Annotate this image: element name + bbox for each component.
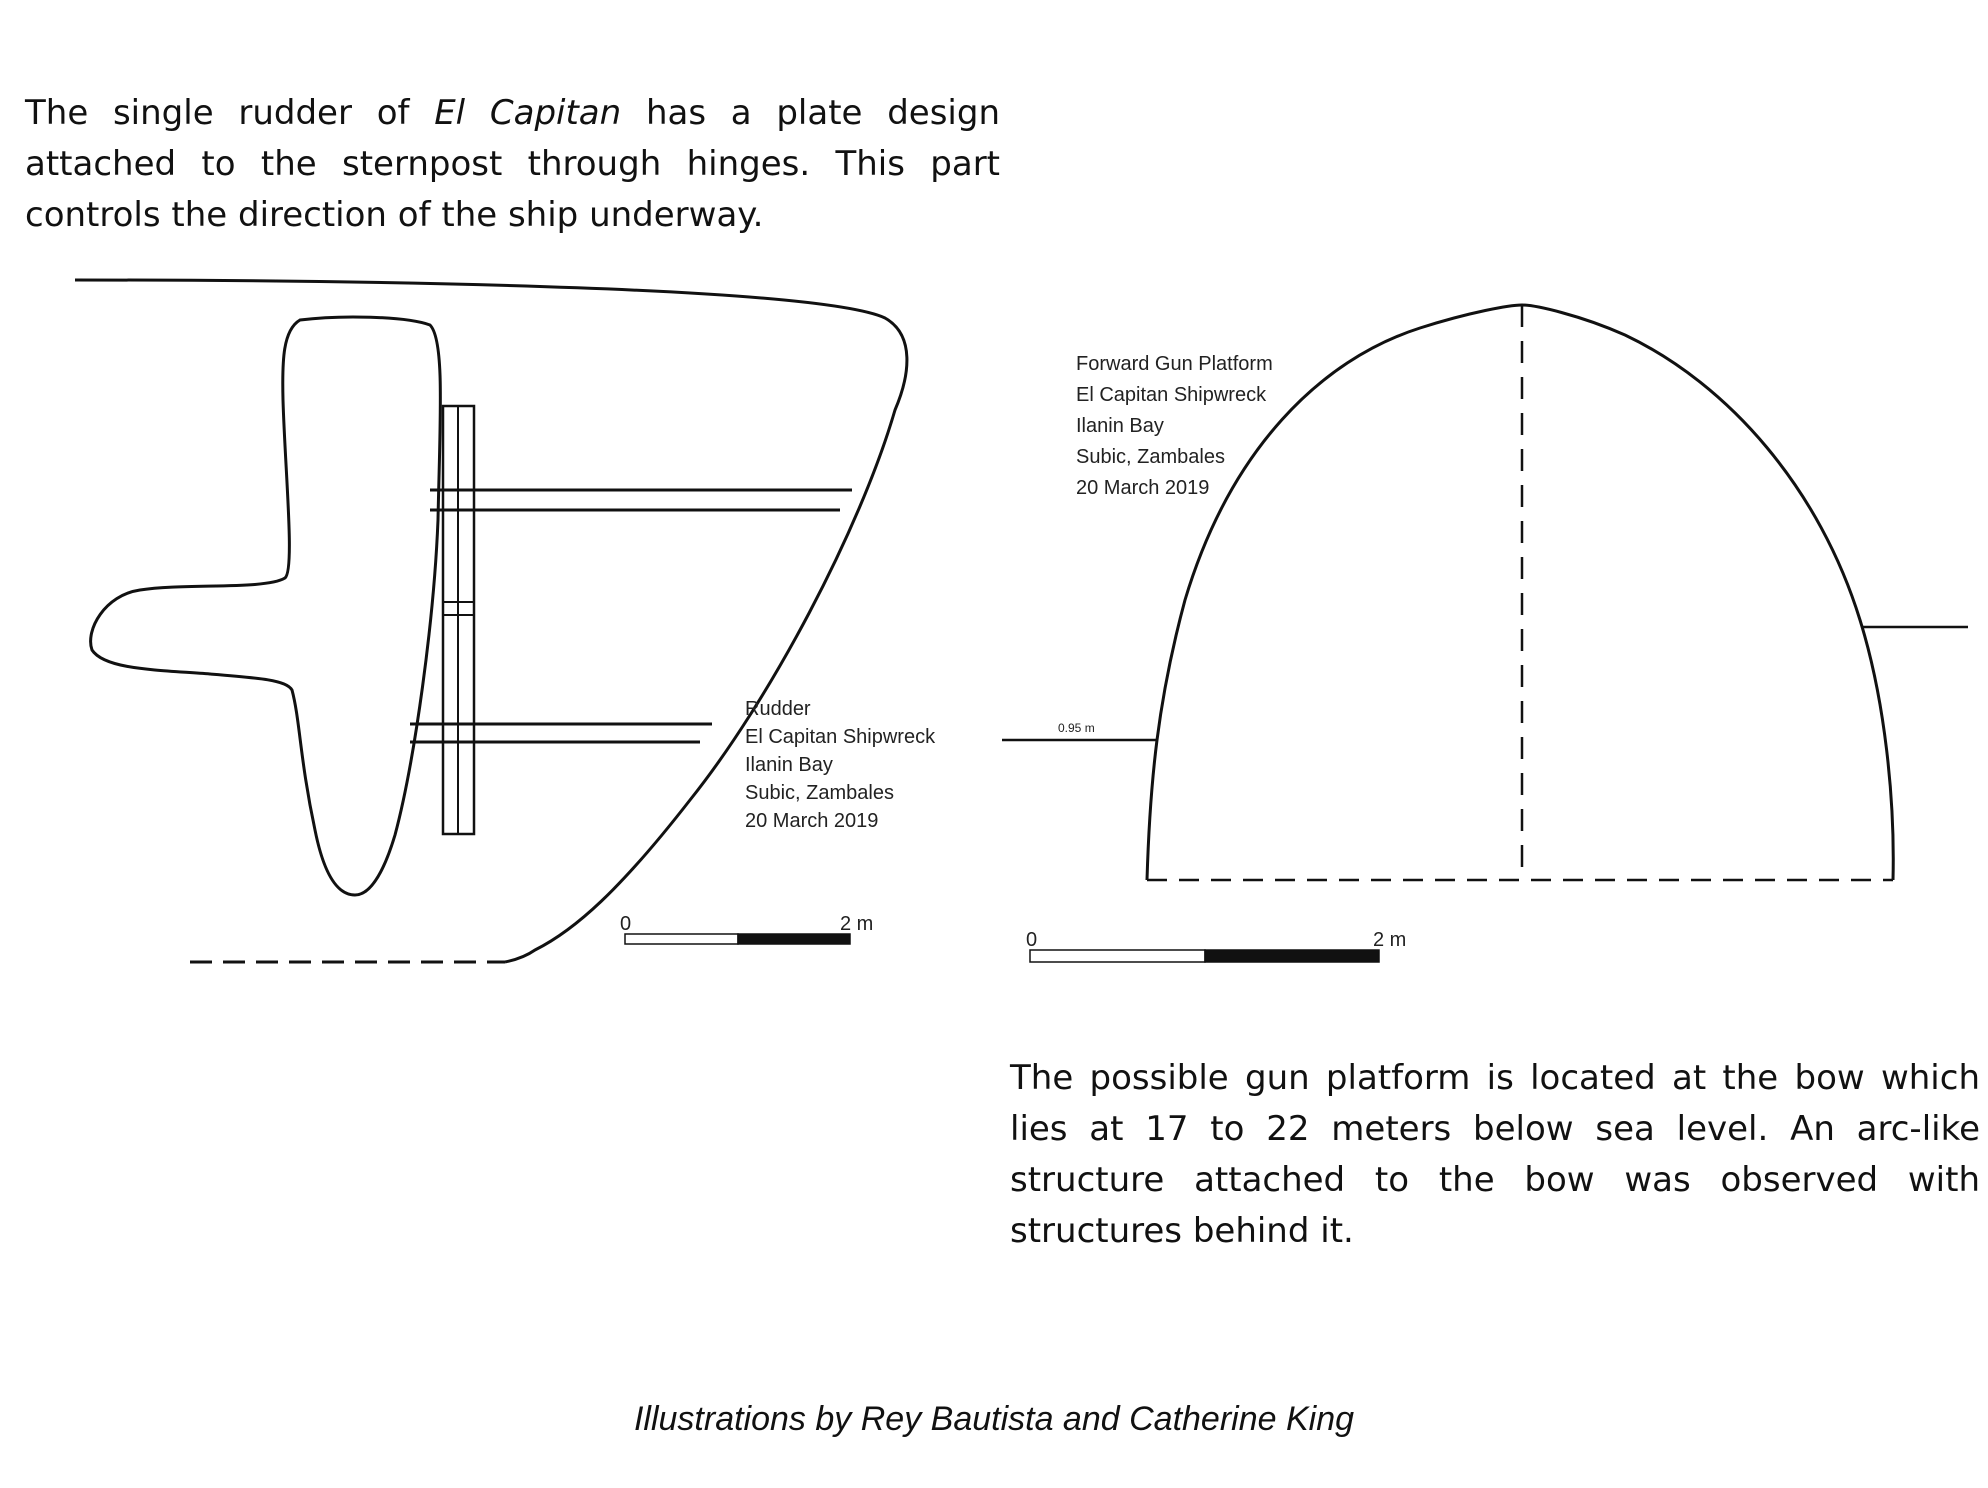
rudder-drawing <box>75 280 907 962</box>
gun-platform-description: The possible gun platform is located at the bow which lies at 17 to 22 meters below sea level. An arc-like structure attached to the bow was observed with structures behind it. <box>1010 1058 1980 1251</box>
rudder-scale-bar <box>620 913 873 944</box>
rudder-label <box>745 698 936 832</box>
illustration-credit: Illustrations by Rey Bautista and Catherine King <box>633 1400 1355 1438</box>
rudder-label-line: Rudder <box>745 698 811 720</box>
scale-end-label: 2 m <box>1373 929 1407 951</box>
scale-start-label: 0 <box>1026 929 1038 951</box>
scale-bar-light <box>625 934 738 944</box>
gun-label-line: El Capitan Shipwreck <box>1076 384 1267 406</box>
side-marker-label: 0.95 m <box>1058 721 1095 735</box>
scale-bar-dark <box>1205 950 1379 962</box>
rudder-label-line: El Capitan Shipwreck <box>745 726 936 748</box>
gun-scale-bar <box>1026 929 1406 962</box>
rudder-blade <box>91 317 441 895</box>
ship-name: El Capitan <box>434 93 622 133</box>
rudder-label-line: Subic, Zambales <box>745 782 894 804</box>
scale-end-label: 2 m <box>840 913 874 935</box>
gun-label-line: Ilanin Bay <box>1076 415 1164 437</box>
rudder-label-line: Ilanin Bay <box>745 754 833 776</box>
gun-label-line: Forward Gun Platform <box>1076 353 1273 375</box>
scale-start-label: 0 <box>620 913 632 935</box>
rudder-label-line: 20 March 2019 <box>745 810 879 832</box>
gun-label-line: Subic, Zambales <box>1076 446 1225 468</box>
scale-bar-dark <box>738 934 850 944</box>
gun-label <box>1076 353 1273 499</box>
rudder-description-after: has a plate design attached to the sternpost through hinges. This part controls the direction of the ship underway. <box>25 93 1000 235</box>
rudder-description-before: The single rudder of <box>25 93 435 133</box>
hull-outline <box>75 280 907 962</box>
gun-label-line: 20 March 2019 <box>1076 477 1210 499</box>
scale-bar-light <box>1030 950 1205 962</box>
